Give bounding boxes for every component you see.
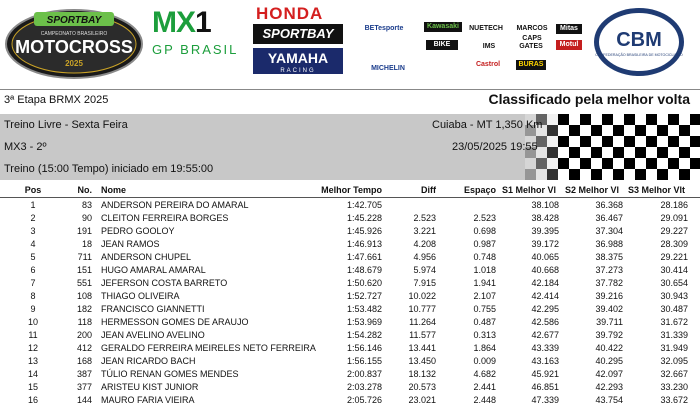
col-header-s3: S3 Melhor Vlt bbox=[628, 185, 686, 195]
cell-s1: 39.395 bbox=[531, 226, 559, 236]
yamaha-logo-sub: RACING bbox=[280, 68, 316, 74]
sponsor-mitas: Mitas bbox=[556, 24, 582, 34]
cell-s2: 36.467 bbox=[595, 213, 623, 223]
cell-pos: 4 bbox=[30, 239, 36, 249]
col-header-name: Nome bbox=[101, 185, 127, 195]
cell-gap: 2.523 bbox=[473, 213, 496, 223]
cell-diff: 10.777 bbox=[408, 304, 436, 314]
cell-s3: 31.949 bbox=[660, 343, 688, 353]
cell-best: 1:42.705 bbox=[346, 200, 382, 210]
cell-s3: 32.095 bbox=[660, 356, 688, 366]
cell-no: 90 bbox=[81, 213, 92, 223]
cell-s2: 42.293 bbox=[595, 382, 623, 392]
cell-pos: 10 bbox=[27, 317, 38, 327]
cell-s2: 39.711 bbox=[596, 317, 623, 327]
col-header-best-time: Melhor Tempo bbox=[321, 185, 382, 195]
cell-s2: 37.273 bbox=[595, 265, 623, 275]
cell-no: 168 bbox=[76, 356, 92, 366]
sponsor-castrol: Castrol bbox=[475, 61, 501, 68]
table-row bbox=[0, 395, 700, 407]
cell-no: 387 bbox=[76, 369, 92, 379]
cell-gap: 2.448 bbox=[473, 395, 496, 405]
cell-s3: 29.221 bbox=[660, 252, 688, 262]
cell-s1: 39.172 bbox=[531, 239, 559, 249]
honda-logo: HONDA bbox=[256, 4, 324, 23]
cell-s2: 37.304 bbox=[595, 226, 623, 236]
sponsor-betesporte: BETesporte bbox=[364, 25, 404, 32]
logo-year-text: 2025 bbox=[65, 59, 83, 68]
cell-no: 191 bbox=[76, 226, 92, 236]
cell-diff: 2.523 bbox=[413, 213, 436, 223]
mx1-logo-sub: GP BRASIL bbox=[152, 42, 239, 57]
cell-best: 1:54.282 bbox=[346, 330, 382, 340]
logo-brand-text: SPORTBAY bbox=[46, 15, 102, 26]
cell-pos: 12 bbox=[27, 343, 38, 353]
logo-title-text: MOTOCROSS bbox=[15, 37, 133, 57]
cell-s2: 38.375 bbox=[595, 252, 623, 262]
sponsor-marcos-caps: MARCOS CAPS bbox=[516, 25, 548, 42]
cell-gap: 0.698 bbox=[473, 226, 496, 236]
sponsor-bike: BIKE bbox=[426, 40, 458, 50]
cell-best: 1:45.926 bbox=[346, 226, 382, 236]
table-row bbox=[0, 213, 700, 225]
table-row bbox=[0, 317, 700, 329]
cell-s3: 32.667 bbox=[660, 369, 688, 379]
cell-gap: 0.009 bbox=[473, 356, 496, 366]
table-row bbox=[0, 382, 700, 394]
cell-s2: 40.422 bbox=[595, 343, 623, 353]
cell-s2: 39.792 bbox=[595, 330, 623, 340]
cell-s3: 31.339 bbox=[660, 330, 688, 340]
cell-name: JEFERSON COSTA BARRETO bbox=[101, 278, 228, 288]
cell-best: 1:53.482 bbox=[346, 304, 382, 314]
cell-s2: 36.988 bbox=[595, 239, 623, 249]
cell-name: PEDRO GOOLOY bbox=[101, 226, 175, 236]
cell-s1: 38.108 bbox=[531, 200, 559, 210]
cell-diff: 5.974 bbox=[413, 265, 436, 275]
session-category: MX3 - 2º bbox=[4, 141, 47, 153]
cell-gap: 0.748 bbox=[473, 252, 496, 262]
mx1-logo-one: 1 bbox=[195, 6, 211, 39]
cell-s3: 30.487 bbox=[660, 304, 688, 314]
cell-s1: 46.851 bbox=[531, 382, 559, 392]
cell-diff: 11.577 bbox=[409, 330, 436, 340]
cell-gap: 1.864 bbox=[473, 343, 496, 353]
cell-pos: 7 bbox=[30, 278, 36, 288]
cell-diff: 13.441 bbox=[408, 343, 436, 353]
cell-gap: 1.018 bbox=[473, 265, 496, 275]
cell-gap: 1.941 bbox=[473, 278, 496, 288]
cell-no: 83 bbox=[81, 200, 92, 210]
cell-pos: 13 bbox=[27, 356, 38, 366]
col-header-s2: S2 Melhor Vl bbox=[565, 185, 620, 195]
cell-s3: 28.186 bbox=[660, 200, 688, 210]
cell-s1: 42.184 bbox=[531, 278, 559, 288]
cell-name: HUGO AMARAL AMARAL bbox=[101, 265, 206, 275]
cell-best: 1:46.913 bbox=[346, 239, 382, 249]
cell-best: 1:45.228 bbox=[346, 213, 382, 223]
session-start-info: Treino (15:00 Tempo) iniciado em 19:55:00 bbox=[4, 163, 214, 175]
cell-name: ANDERSON PEREIRA DO AMARAL bbox=[101, 200, 249, 210]
col-header-pos: Pos bbox=[24, 185, 42, 195]
cell-diff: 3.221 bbox=[413, 226, 436, 236]
cell-s1: 42.677 bbox=[531, 330, 559, 340]
cell-s1: 45.921 bbox=[531, 369, 559, 379]
cell-best: 2:00.837 bbox=[346, 369, 382, 379]
yamaha-logo bbox=[253, 48, 343, 74]
banner-divider bbox=[0, 89, 700, 90]
table-row bbox=[0, 369, 700, 381]
cell-name: JEAN RAMOS bbox=[101, 239, 160, 249]
table-row bbox=[0, 226, 700, 238]
cell-diff: 4.956 bbox=[413, 252, 436, 262]
table-row bbox=[0, 200, 700, 212]
sportbay-logo: SPORTBAY bbox=[253, 24, 343, 44]
cell-best: 2:03.278 bbox=[346, 382, 382, 392]
cell-diff: 11.264 bbox=[409, 317, 436, 327]
cell-s1: 47.339 bbox=[531, 395, 559, 405]
cell-name: MAURO FARIA VIEIRA bbox=[101, 395, 195, 405]
cell-no: 118 bbox=[77, 317, 92, 327]
session-name: Treino Livre - Sexta Feira bbox=[4, 119, 128, 131]
cell-diff: 20.573 bbox=[408, 382, 436, 392]
cell-s3: 30.654 bbox=[660, 278, 688, 288]
cell-s2: 36.368 bbox=[595, 200, 623, 210]
header-divider bbox=[0, 197, 700, 198]
cell-best: 1:56.155 bbox=[346, 356, 382, 366]
motocross-championship-logo bbox=[4, 6, 144, 80]
yamaha-logo-text: YAMAHA bbox=[267, 50, 329, 66]
cbm-logo-text: CBM bbox=[616, 29, 662, 51]
cell-name: ARISTEU KIST JUNIOR bbox=[101, 382, 199, 392]
cell-s1: 40.668 bbox=[531, 265, 559, 275]
cell-s2: 39.402 bbox=[595, 304, 623, 314]
cell-s3: 33.672 bbox=[660, 395, 688, 405]
cell-no: 377 bbox=[76, 382, 92, 392]
cell-s1: 40.065 bbox=[531, 252, 559, 262]
cell-gap: 4.682 bbox=[473, 369, 496, 379]
cell-s2: 43.754 bbox=[595, 395, 623, 405]
cell-s1: 43.339 bbox=[531, 343, 559, 353]
cell-name: THIAGO OLIVEIRA bbox=[101, 291, 180, 301]
session-location: Cuiaba - MT 1,350 Km bbox=[432, 119, 543, 131]
cell-s3: 33.230 bbox=[660, 382, 688, 392]
cell-s3: 29.227 bbox=[660, 226, 688, 236]
table-row bbox=[0, 265, 700, 277]
table-row bbox=[0, 278, 700, 290]
sponsor-banner bbox=[0, 0, 700, 86]
cell-name: CLEITON FERREIRA BORGES bbox=[101, 213, 229, 223]
mx1-logo-mx: MX bbox=[152, 6, 195, 39]
logo-subtitle-text: CAMPEONATO BRASILEIRO bbox=[40, 31, 108, 37]
cell-s3: 30.943 bbox=[660, 291, 688, 301]
table-row bbox=[0, 330, 700, 342]
cell-no: 182 bbox=[76, 304, 92, 314]
col-header-number: No. bbox=[77, 185, 92, 195]
sponsor-buras: BURAS bbox=[516, 60, 546, 70]
sponsor-nuetech: NUETECH bbox=[469, 25, 503, 32]
cell-pos: 16 bbox=[27, 395, 38, 405]
session-date: 23/05/2025 19:55 bbox=[452, 141, 538, 153]
cell-best: 1:48.679 bbox=[346, 265, 382, 275]
cell-pos: 14 bbox=[27, 369, 38, 379]
cell-name: HERMESSON GOMES DE ARAUJO bbox=[101, 317, 249, 327]
sponsor-kawasaki: Kawasaki bbox=[424, 22, 462, 32]
table-row bbox=[0, 291, 700, 303]
cell-diff: 7.915 bbox=[413, 278, 436, 288]
cell-diff: 13.450 bbox=[408, 356, 436, 366]
cell-no: 144 bbox=[76, 395, 92, 405]
cell-s3: 30.414 bbox=[660, 265, 688, 275]
report-title: Classificado pela melhor volta bbox=[488, 91, 690, 107]
cell-s2: 40.295 bbox=[595, 356, 623, 366]
cbm-logo-sub: CONFEDERAÇÃO BRASILEIRA DE MOTOCICLISMO bbox=[595, 53, 683, 57]
cell-best: 2:05.726 bbox=[346, 395, 382, 405]
cell-no: 412 bbox=[76, 343, 92, 353]
cell-best: 1:52.727 bbox=[346, 291, 382, 301]
cell-name: FRANCISCO GIANNETTI bbox=[101, 304, 205, 314]
sponsor-michelin: MICHELIN bbox=[371, 65, 405, 72]
cell-pos: 2 bbox=[30, 213, 36, 223]
results-table-header bbox=[0, 185, 700, 197]
cell-no: 151 bbox=[76, 265, 92, 275]
cell-best: 1:50.620 bbox=[346, 278, 382, 288]
cell-s2: 39.216 bbox=[595, 291, 623, 301]
cell-name: ANDERSON CHUPEL bbox=[101, 252, 192, 262]
cell-s2: 37.782 bbox=[595, 278, 623, 288]
event-title: 3ª Etapa BRMX 2025 bbox=[4, 94, 109, 106]
cell-diff: 10.022 bbox=[408, 291, 436, 301]
cell-s1: 42.586 bbox=[531, 317, 559, 327]
cell-diff: 23.021 bbox=[408, 395, 436, 405]
cbm-logo bbox=[592, 6, 686, 78]
table-row bbox=[0, 356, 700, 368]
sponsor-gates: GATES bbox=[519, 43, 543, 50]
table-row bbox=[0, 343, 700, 355]
cell-no: 200 bbox=[76, 330, 92, 340]
cell-pos: 9 bbox=[30, 304, 36, 314]
cell-gap: 0.313 bbox=[473, 330, 496, 340]
cell-pos: 11 bbox=[28, 330, 38, 340]
cell-gap: 0.487 bbox=[473, 317, 496, 327]
cell-s1: 42.295 bbox=[531, 304, 559, 314]
cell-pos: 3 bbox=[30, 226, 36, 236]
cell-s1: 43.163 bbox=[531, 356, 559, 366]
cell-diff: 18.132 bbox=[408, 369, 436, 379]
cell-no: 551 bbox=[76, 278, 92, 288]
cell-gap: 2.107 bbox=[473, 291, 496, 301]
cell-s1: 38.428 bbox=[531, 213, 559, 223]
cell-name: TÚLIO RENAN GOMES MENDES bbox=[101, 369, 239, 379]
cell-no: 18 bbox=[81, 239, 92, 249]
table-row bbox=[0, 252, 700, 264]
cell-s3: 29.091 bbox=[660, 213, 688, 223]
cell-pos: 6 bbox=[30, 265, 36, 275]
cell-gap: 0.987 bbox=[473, 239, 496, 249]
cell-diff: 4.208 bbox=[413, 239, 436, 249]
cell-name: JEAN AVELINO AVELINO bbox=[101, 330, 205, 340]
cell-s3: 28.309 bbox=[660, 239, 688, 249]
cell-gap: 0.755 bbox=[473, 304, 496, 314]
cell-pos: 5 bbox=[30, 252, 36, 262]
cell-s1: 42.414 bbox=[531, 291, 559, 301]
col-header-s1: S1 Melhor Vl bbox=[502, 185, 557, 195]
cell-pos: 1 bbox=[30, 200, 36, 210]
table-row bbox=[0, 304, 700, 316]
cell-no: 108 bbox=[76, 291, 92, 301]
col-header-gap: Espaço bbox=[463, 185, 496, 195]
cell-s3: 31.672 bbox=[660, 317, 688, 327]
col-header-diff: Diff bbox=[421, 185, 436, 195]
cell-pos: 8 bbox=[30, 291, 36, 301]
cell-no: 711 bbox=[77, 252, 92, 262]
cell-best: 1:56.146 bbox=[346, 343, 382, 353]
table-row bbox=[0, 239, 700, 251]
sponsor-ims: IMS bbox=[482, 43, 496, 50]
mx1-gp-brasil-logo bbox=[152, 8, 246, 74]
sponsor-motul: Motul bbox=[556, 40, 582, 50]
cell-best: 1:53.969 bbox=[346, 317, 382, 327]
cell-pos: 15 bbox=[27, 382, 38, 392]
cell-name: GERALDO FERREIRA MEIRELES NETO FERREIRA bbox=[101, 343, 316, 353]
cell-s2: 42.097 bbox=[595, 369, 623, 379]
cell-best: 1:47.661 bbox=[346, 252, 382, 262]
cell-name: JEAN RICARDO BACH bbox=[101, 356, 196, 366]
cell-gap: 2.441 bbox=[473, 382, 496, 392]
